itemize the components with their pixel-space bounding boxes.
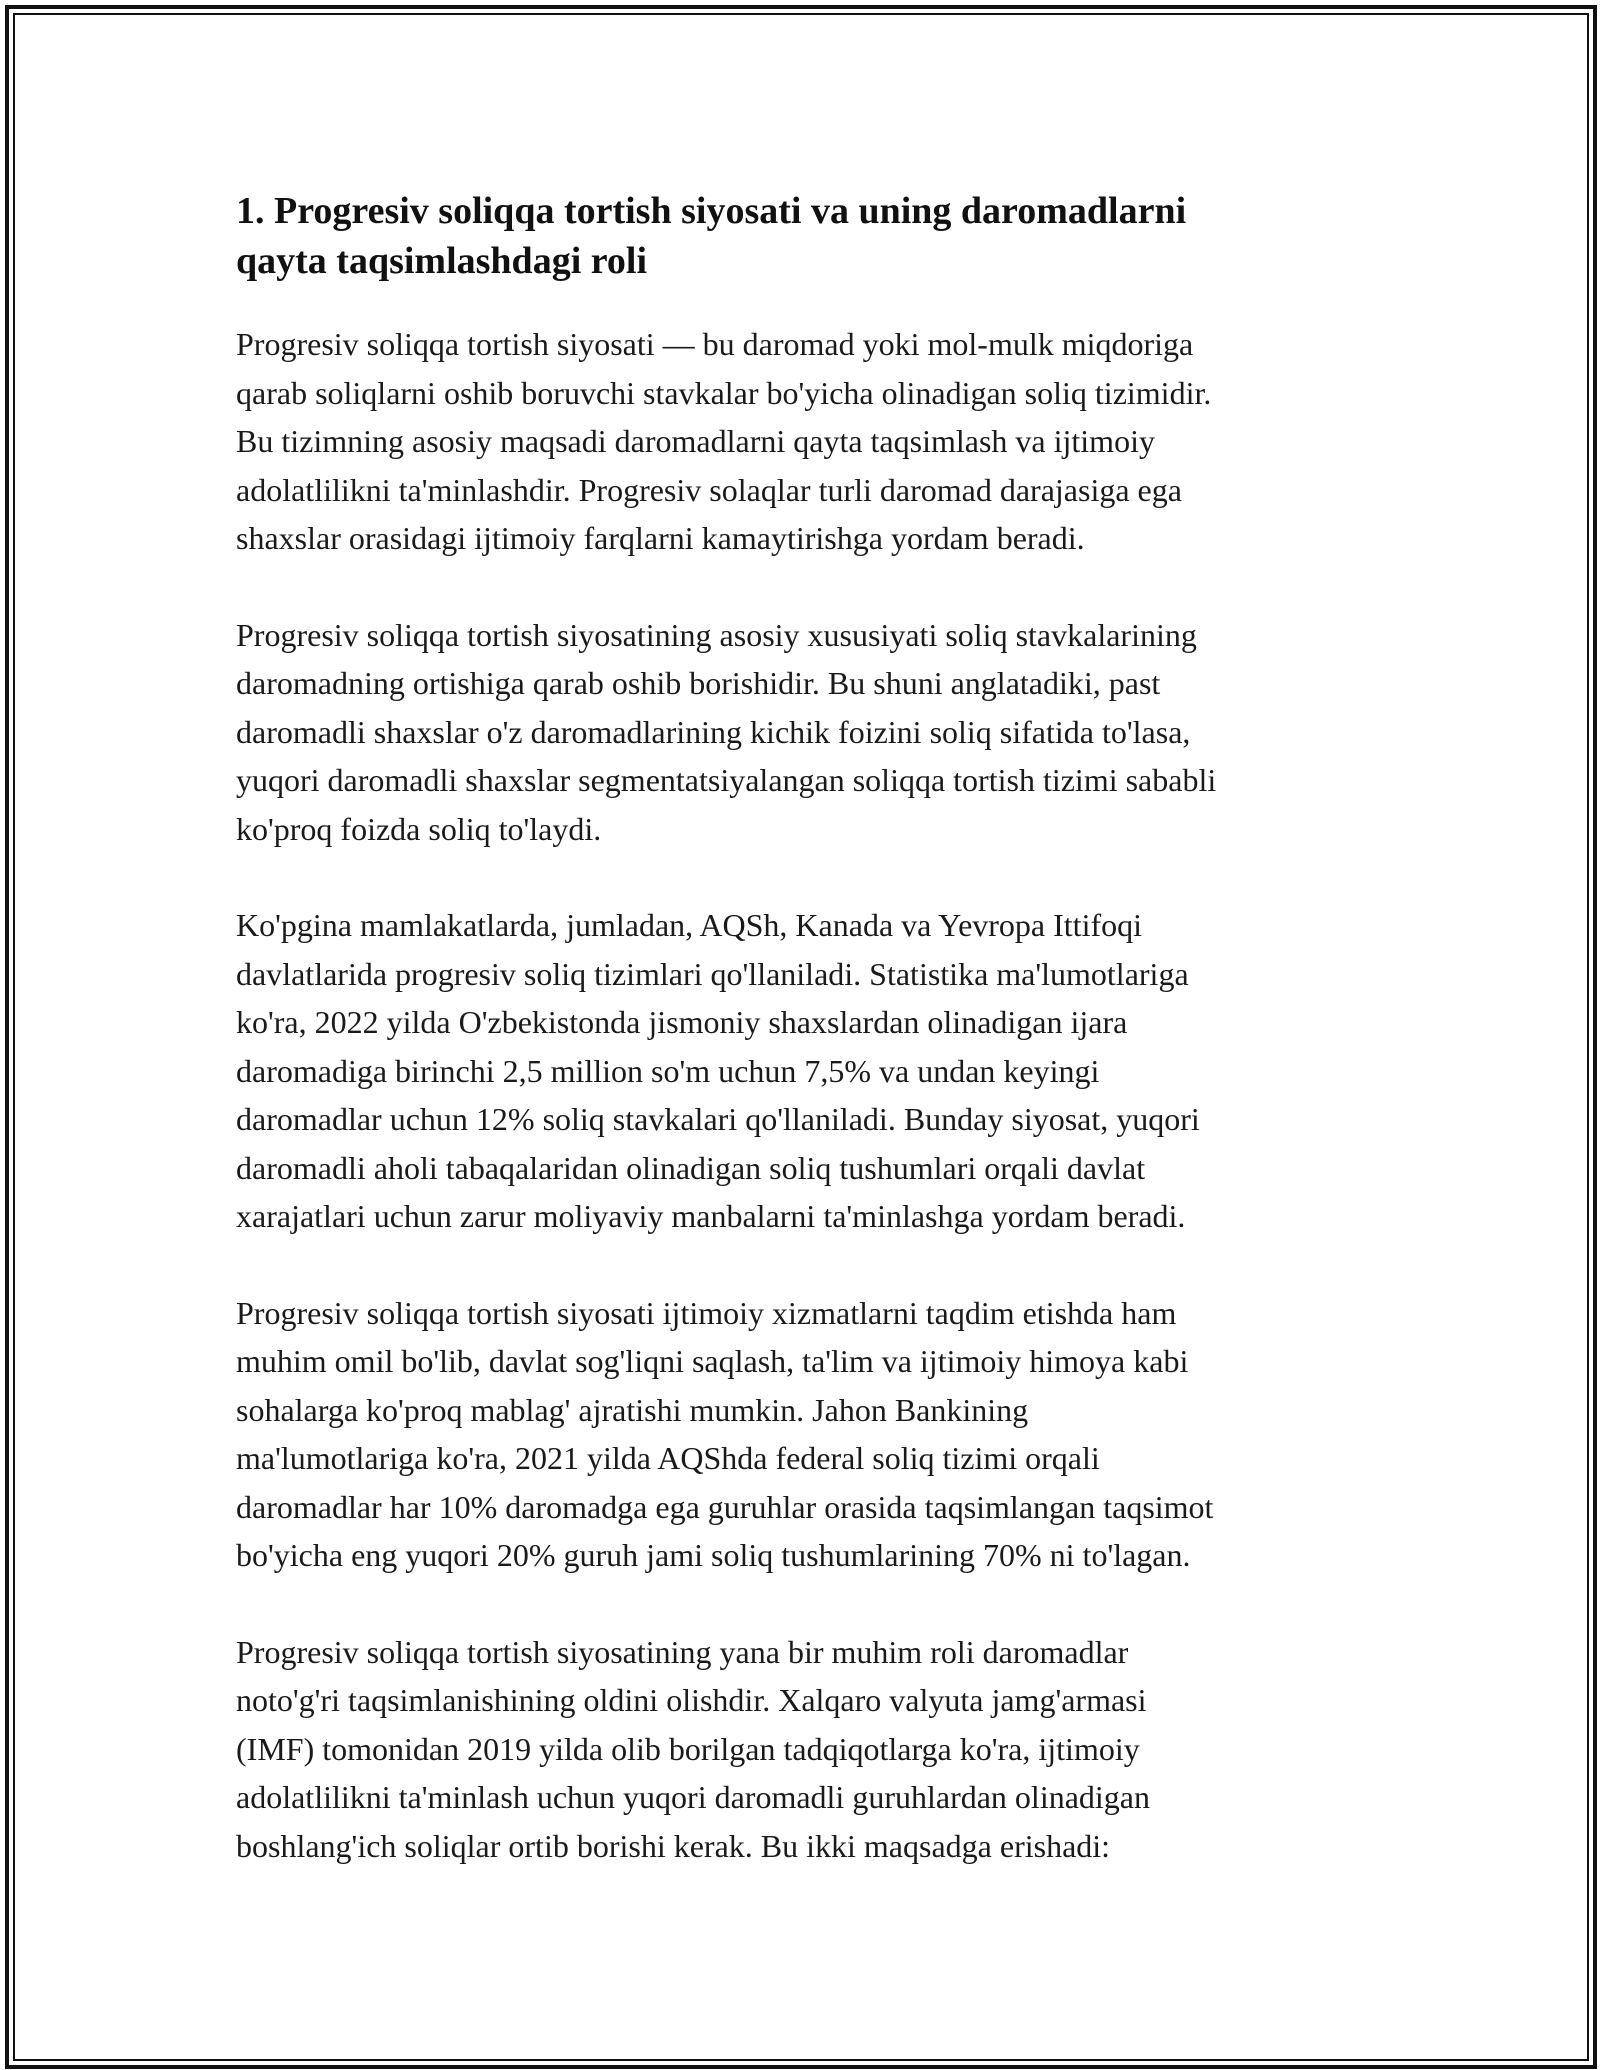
paragraph-1 <box>236 320 1366 563</box>
text-line: muhim omil bo'lib, davlat sog'liqni saqlash, ta'lim va ijtimoiy himoya kabi <box>236 1343 1189 1379</box>
text-line: daromadning ortishiga qarab oshib borishidir. Bu shuni anglatadiki, past <box>236 665 1161 701</box>
text-line: ko'ra, 2022 yilda O'zbekistonda jismoniy shaxslardan olinadigan ijara <box>236 1004 1128 1040</box>
text-line: yuqori daromadli shaxslar segmentatsiyalangan soliqqa tortish tizimi sababli <box>236 762 1217 798</box>
text-line: noto'g'ri taqsimlanishining oldini olishdir. Xalqaro valyuta jamg'armasi <box>236 1682 1147 1718</box>
text-line: qarab soliqlarni oshib boruvchi stavkalar bo'yicha olinadigan soliq tizimidir. <box>236 374 1212 411</box>
text-line: Progresiv soliqqa tortish siyosati — bu daromad yoki mol-mulk miqdoriga <box>236 326 1194 362</box>
text-line: davlatlarida progresiv soliq tizimlari qo'llaniladi. Statistika ma'lumotlariga <box>236 955 1189 992</box>
text-line: ko'proq foizda soliq to'laydi. <box>236 810 602 847</box>
text-line: daromadiga birinchi 2,5 million so'm uchun 7,5% va undan keyingi <box>236 1052 1100 1089</box>
text-line: shaxslar orasidagi ijtimoiy farqlarni kamaytirishga yordam beradi. <box>236 520 1085 556</box>
text-line: daromadli aholi tabaqalaridan olinadigan soliq tushumlari orqali davlat <box>236 1149 1146 1186</box>
paragraph-4 <box>236 1289 1366 1580</box>
paragraph-5 <box>236 1628 1366 1871</box>
heading-line: qayta taqsimlashdagi roli <box>236 240 648 282</box>
text-line: Progresiv soliqqa tortish siyosatining asosiy xususiyati soliq stavkalarining <box>236 616 1197 653</box>
text-line: Progresiv soliqqa tortish siyosatining yana bir muhim roli daromadlar <box>236 1633 1129 1670</box>
text-line: daromadlar uchun 12% soliq stavkalari qo'llaniladi. Bunday siyosat, yuqori <box>236 1101 1200 1137</box>
text-line: ma'lumotlariga ko'ra, 2021 yilda AQShda federal soliq tizimi orqali <box>236 1440 1100 1476</box>
document-body <box>236 186 1366 1870</box>
section-heading <box>236 186 1366 286</box>
text-line: bo'yicha eng yuqori 20% guruh jami soliq tushumlarining 70% ni to'lagan. <box>236 1537 1191 1573</box>
text-line: Bu tizimning asosiy maqsadi daromadlarni qayta taqsimlash va ijtimoiy <box>236 423 1155 459</box>
paragraph-3 <box>236 901 1366 1241</box>
text-line: Ko'pgina mamlakatlarda, jumladan, AQSh, Kanada va Yevropa Ittifoqi <box>236 907 1142 943</box>
text-line: xarajatlari uchun zarur moliyaviy manbalarni ta'minlashga yordam beradi. <box>236 1198 1186 1234</box>
text-line: daromadlar har 10% daromadga ega guruhlar orasida taqsimlangan taqsimot <box>236 1488 1214 1525</box>
text-line: Progresiv soliqqa tortish siyosati ijtimoiy xizmatlarni taqdim etishda ham <box>236 1294 1177 1331</box>
heading-line: 1. Progresiv soliqqa tortish siyosati va uning daromadlarni <box>236 190 1187 232</box>
text-line: sohalarga ko'proq mablag' ajratishi mumkin. Jahon Bankining <box>236 1391 1029 1428</box>
text-line: adolatlilikni ta'minlash uchun yuqori daromadli guruhlardan olinadigan <box>236 1779 1150 1815</box>
paragraph-2 <box>236 611 1366 854</box>
text-line: boshlang'ich soliqlar ortib borishi kerak. Bu ikki maqsadga erishadi: <box>236 1827 1111 1864</box>
text-line: adolatlilikni ta'minlashdir. Progresiv solaqlar turli daromad darajasiga ega <box>236 471 1182 508</box>
text-line: daromadli shaxslar o'z daromadlarining kichik foizini soliq sifatida to'lasa, <box>236 713 1191 750</box>
text-line: (IMF) tomonidan 2019 yilda olib borilgan tadqiqotlarga ko'ra, ijtimoiy <box>236 1730 1140 1767</box>
